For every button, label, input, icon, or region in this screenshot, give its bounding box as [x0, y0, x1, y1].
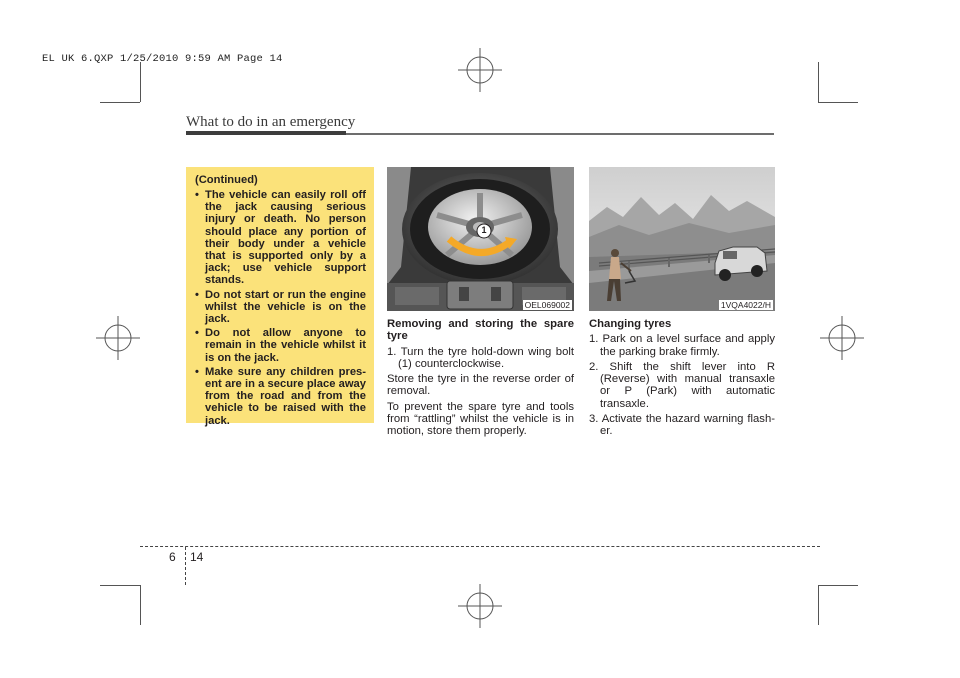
- crop-mark: [100, 585, 140, 586]
- header-rule-light: [346, 133, 774, 135]
- spare-tyre-illustration: [387, 167, 574, 311]
- step-item: 3. Activate the hazard warning flash-er.: [589, 413, 775, 438]
- step-item: 1. Turn the tyre hold-down wing bolt (1) counterclockwise.: [387, 345, 574, 370]
- step-item: 1. Park on a level surface and apply the parking brake firmly.: [589, 333, 775, 358]
- crop-mark: [140, 585, 141, 625]
- registration-mark-top: [458, 48, 502, 92]
- figure-code: OEL069002: [524, 300, 570, 310]
- registration-mark-bottom: [458, 584, 502, 628]
- print-slug: EL UK 6.QXP 1/25/2010 9:59 AM Page 14: [42, 53, 283, 65]
- section-changing-tyres: [589, 318, 775, 441]
- step-item: 2. Shift the shift lever into R (Reverse) with manual transaxle or P (Park) with automatic transaxle.: [589, 360, 775, 410]
- callout-number: 1: [481, 225, 487, 235]
- figure-code: 1VQA4022/H: [720, 300, 771, 310]
- warning-item: • The vehicle can easily roll off the jack causing serious injury or death. No person should place any portion of their body under a vehicle that is supported only by a jack; use vehicle support stands.: [195, 189, 366, 287]
- warning-list: [195, 189, 366, 427]
- registration-mark-left: [96, 316, 140, 360]
- crop-mark: [818, 62, 819, 102]
- header-rule-dark: [186, 131, 346, 135]
- roadside-illustration: [589, 167, 775, 311]
- chapter-number: 6: [169, 550, 176, 564]
- warning-box: [186, 167, 374, 427]
- section-heading: Removing and storing the spare tyre: [387, 318, 574, 343]
- warning-item: • Make sure any children pres-ent are in a secure place away from the road and from the vehicle to be raised with the jack.: [195, 365, 366, 427]
- crop-mark: [818, 102, 858, 103]
- page-number: 14: [190, 550, 204, 564]
- footer-divider: [185, 547, 186, 585]
- figure-roadside: [589, 167, 775, 311]
- registration-mark-right: [820, 316, 864, 360]
- warning-continued-label: (Continued): [195, 174, 258, 186]
- page-header-title: What to do in an emergency: [186, 114, 356, 130]
- section-heading: Changing tyres: [589, 318, 672, 330]
- section-removing-spare-tyre: [387, 318, 574, 441]
- crop-mark: [140, 62, 141, 102]
- crop-mark: [818, 585, 858, 586]
- paragraph: To prevent the spare tyre and tools from “rattling” whilst the vehicle is in motion, store them properly.: [387, 400, 574, 438]
- figure-spare-tyre: [387, 167, 574, 311]
- warning-item: • Do not allow anyone to remain in the vehicle whilst it is on the jack.: [195, 327, 366, 364]
- footer-rule: [140, 546, 820, 547]
- crop-mark: [818, 585, 819, 625]
- paragraph: Store the tyre in the reverse order of removal.: [387, 373, 574, 398]
- warning-item: • Do not start or run the engine whilst the vehicle is on the jack.: [195, 288, 366, 326]
- crop-mark: [100, 102, 140, 103]
